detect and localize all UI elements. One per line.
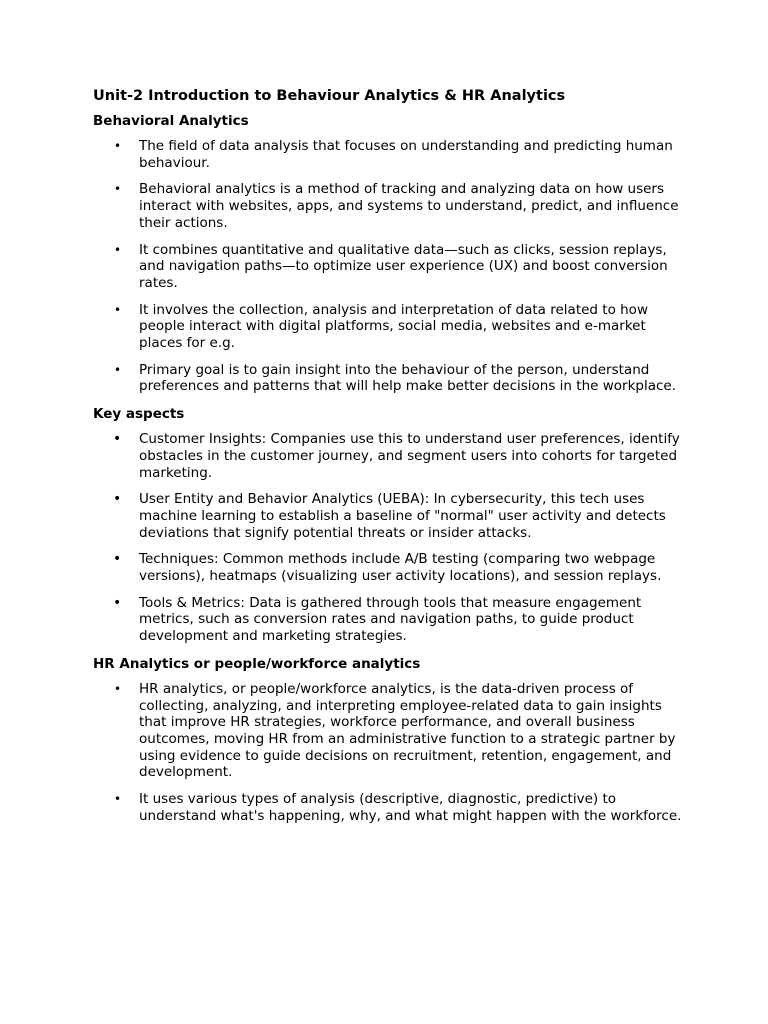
bullet-list-key-aspects — [93, 431, 693, 645]
bullet-icon: • — [114, 182, 122, 197]
bullet-icon: • — [114, 362, 122, 377]
document-body — [93, 86, 693, 835]
section-heading-key-aspects: Key aspects — [93, 406, 185, 423]
list-item — [93, 181, 685, 231]
list-item-text: It combines quantitative and qualitative data—such as clicks, session replays, and navigation paths—to optimize user experience (UX) and boost conversion rates. — [139, 241, 668, 291]
list-item-text: The field of data analysis that focuses on understanding and predicting human behaviour. — [139, 138, 673, 171]
bullet-list-behavioral-analytics — [93, 138, 693, 395]
list-item-text: Behavioral analytics is a method of tracking and analyzing data on how users interact with websites, apps, and systems to understand, predict, and influence their actions. — [139, 181, 679, 231]
list-item — [93, 431, 685, 481]
list-item — [93, 791, 685, 824]
list-item-text: It involves the collection, analysis and interpretation of data related to how people interact with digital platforms, social media, websites and e-market places for e.g. — [139, 301, 648, 352]
list-item — [93, 681, 685, 781]
bullet-icon: • — [113, 431, 122, 448]
list-item — [93, 138, 685, 171]
bullet-icon: • — [114, 792, 122, 807]
list-item — [93, 595, 685, 645]
section-heading-hr-analytics: HR Analytics or people/workforce analytics — [93, 655, 421, 672]
list-item-text: Techniques: Common methods include A/B testing (comparing two webpage versions), heatmaps (visualizing user activity locations), and session replays. — [139, 551, 662, 585]
bullet-icon: • — [113, 551, 122, 568]
bullet-icon: • — [113, 491, 122, 508]
section-heading-behavioral-analytics: Behavioral Analytics — [93, 113, 249, 129]
list-item — [93, 551, 685, 584]
bullet-icon: • — [114, 139, 122, 153]
document-title: Unit-2 Introduction to Behaviour Analytics & HR Analytics — [93, 88, 566, 104]
list-item-text: HR analytics, or people/workforce analytics, is the data-driven process of collecting, analyzing, and interpreting employee-related data to gain insights that improve HR strategies, workforce performance, and overall business outcomes, moving HR from an administrative function to a strategic partner by using evidence to guide decisions on recruitment, retention, engagement, and development. — [139, 680, 676, 781]
list-item-text: Tools & Metrics: Data is gathered through tools that measure engagement metrics, such as conversion rates and navigation paths, to guide product development and marketing strategies. — [139, 594, 642, 645]
list-item-text: User Entity and Behavior Analytics (UEBA): In cybersecurity, this tech uses machine learning to establish a baseline of "normal" user activity and detects deviations that signify potential threats or insider attacks. — [139, 491, 666, 541]
list-item-text: Primary goal is to gain insight into the behaviour of the person, understand preferences and patterns that will help make better decisions in the workplace. — [139, 361, 677, 395]
list-item — [93, 302, 685, 352]
bullet-icon: • — [113, 594, 122, 611]
list-item-text: Customer Insights: Companies use this to understand user preferences, identify obstacles in the customer journey, and segment users into cohorts for targeted marketing. — [139, 431, 680, 481]
list-item-text: It uses various types of analysis (descriptive, diagnostic, predictive) to understand what's happening, why, and what might happen with the workforce. — [139, 791, 682, 824]
bullet-icon: • — [114, 302, 122, 317]
list-item — [93, 242, 685, 292]
bullet-icon: • — [114, 242, 122, 257]
bullet-list-hr-analytics — [93, 681, 693, 825]
list-item — [93, 491, 685, 541]
bullet-icon: • — [114, 681, 122, 696]
list-item — [93, 362, 685, 395]
